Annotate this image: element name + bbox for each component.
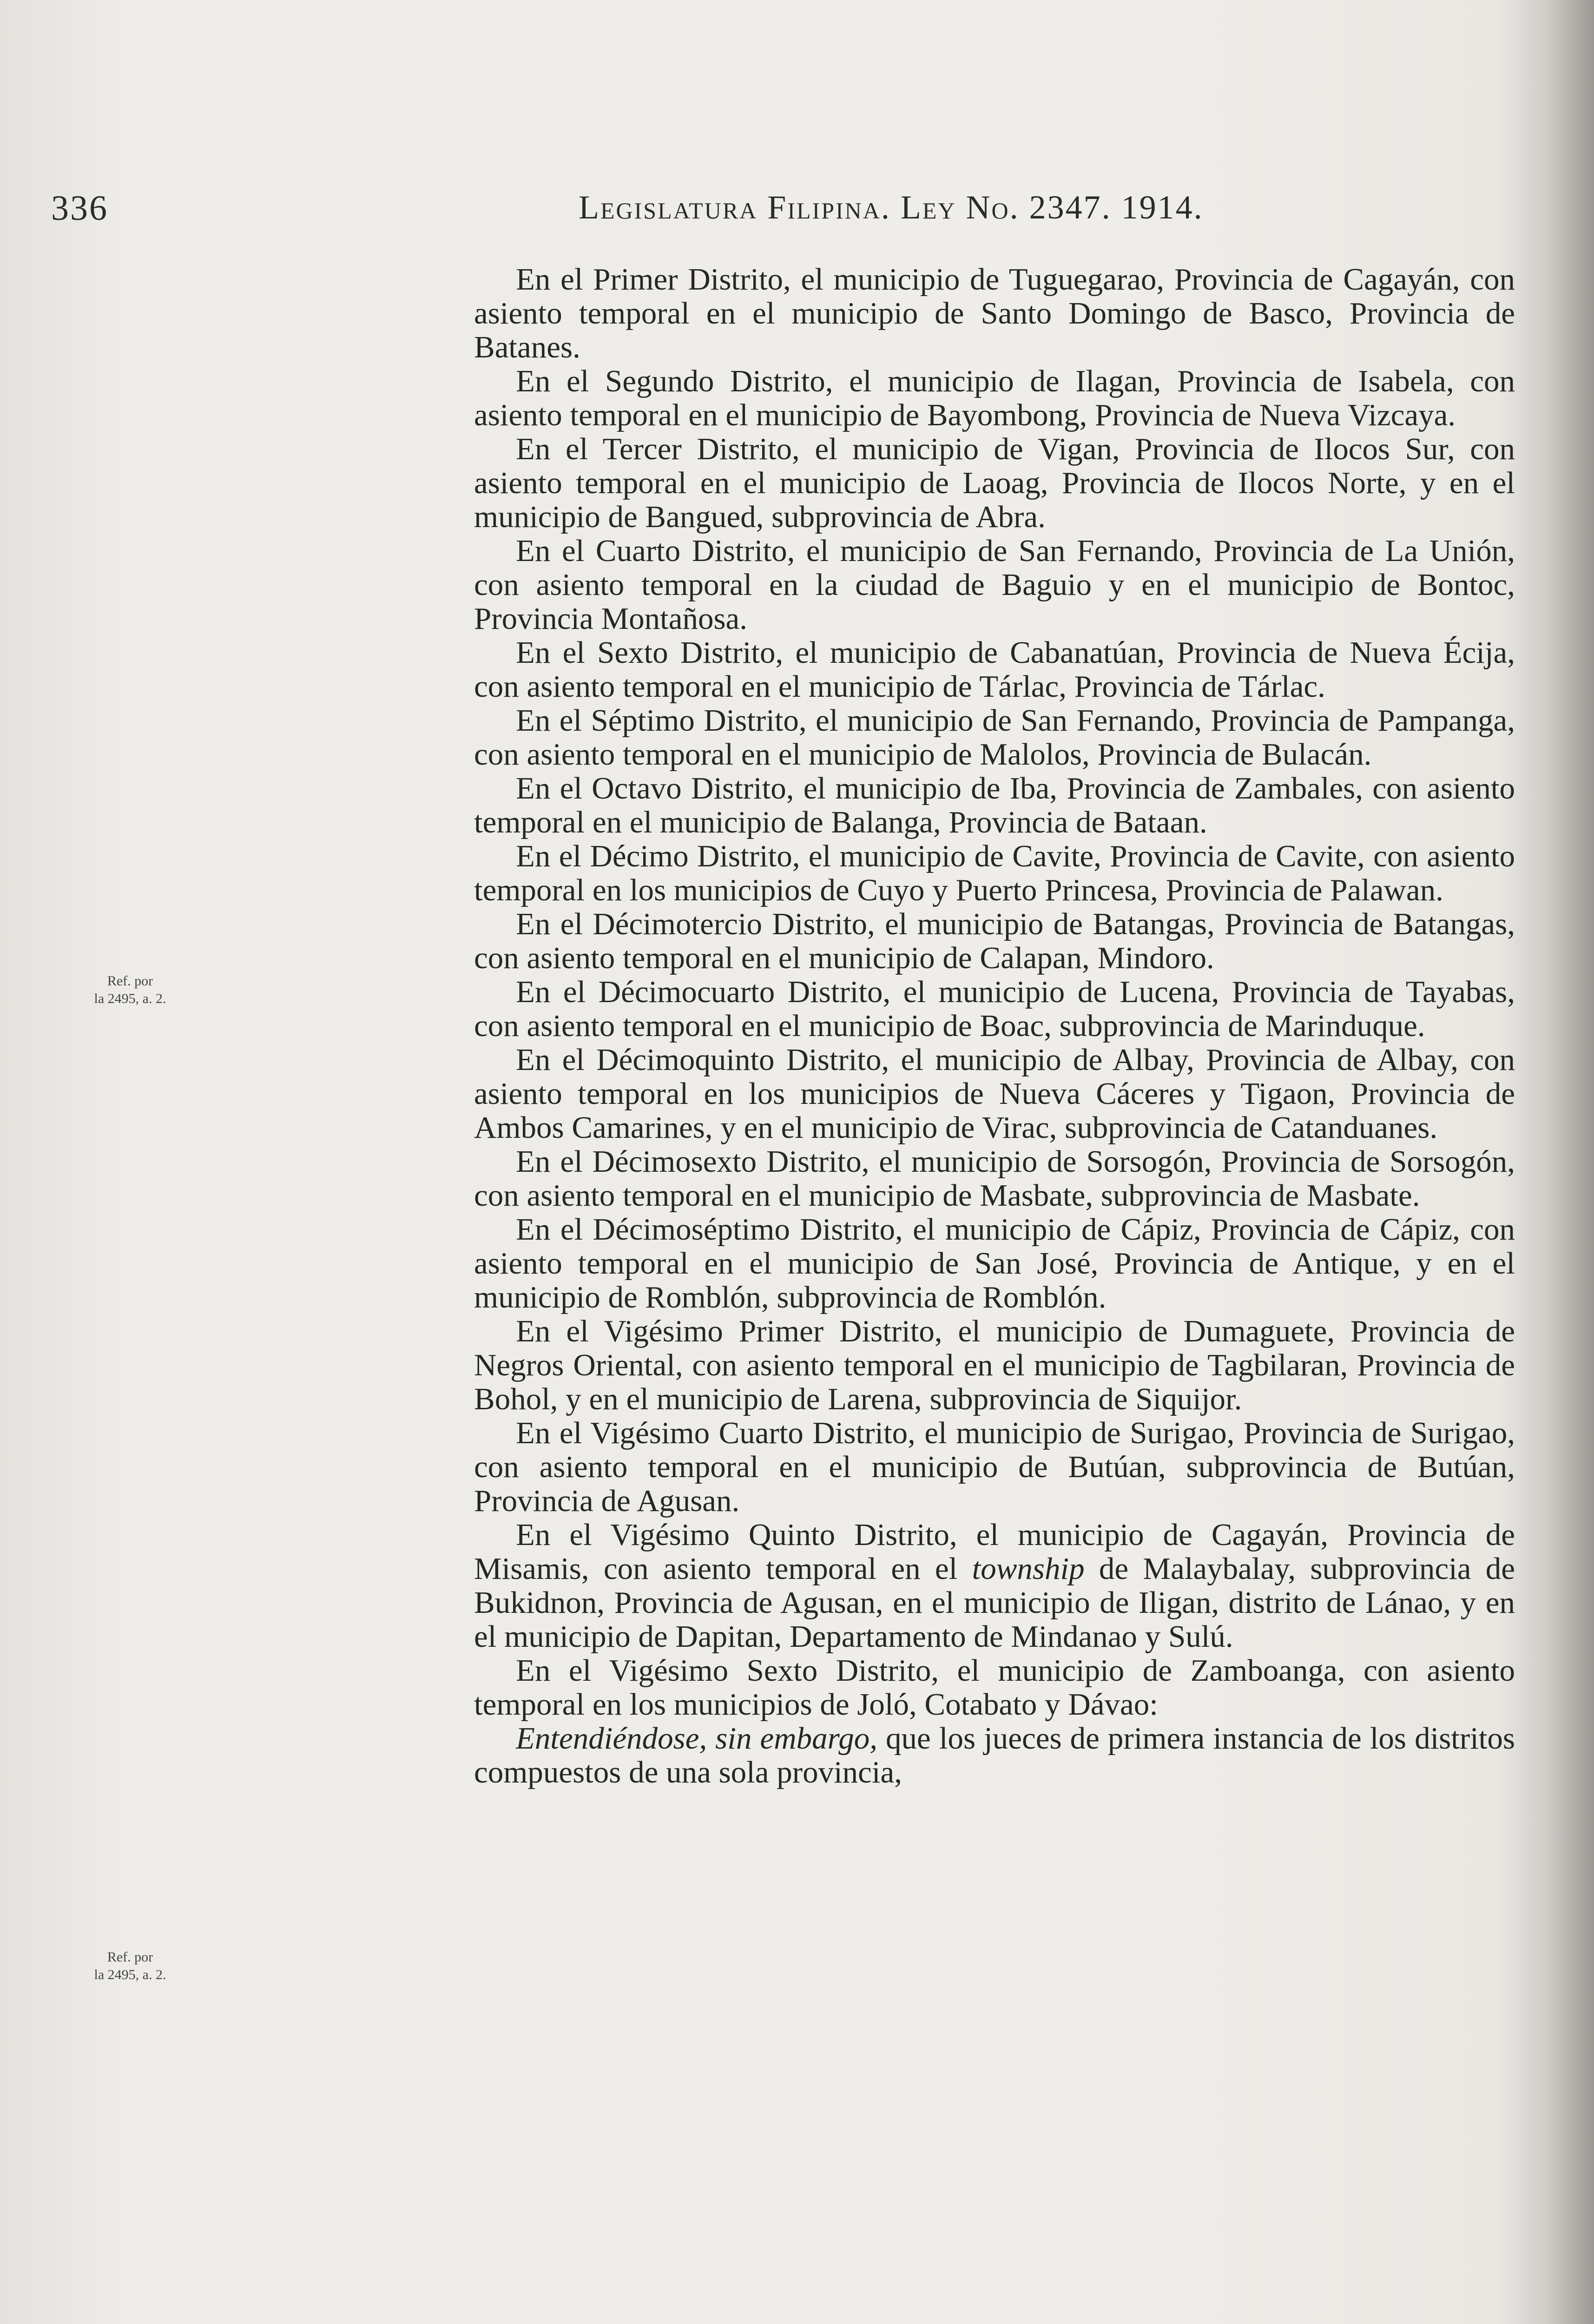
paragraph-district-15: En el Décimoquinto Distrito, el municipio de Albay, Provincia de Albay, con asiento temporal en los municipios de Nueva Cáceres y Tigaon, Provincia de Ambos Camarines, y en el municipio de Virac, subprovincia de Catanduanes. bbox=[474, 1043, 1515, 1145]
paragraph-district-17: En el Décimoséptimo Distrito, el municipio de Cápiz, Provincia de Cápiz, con asiento temporal en el municipio de San José, Provincia de Antique, y en el municipio de Romblón, subprovincia de Romblón. bbox=[474, 1212, 1515, 1314]
header-title: Legislatura Filipina. Ley No. 2347. 1914. bbox=[579, 189, 1204, 226]
margin-note-line: la 2495, a. 2. bbox=[94, 991, 166, 1006]
paragraph-district-3: En el Tercer Distrito, el municipio de Vigan, Provincia de Ilocos Sur, con asiento temporal en el municipio de Laoag, Provincia de Ilocos Norte, y en el municipio de Bangued, subprovincia de Abra. bbox=[474, 432, 1515, 534]
paragraph-text: de Malaybalay, subprovincia de Bukidnon, Provincia de Agusan, en el municipio de Iligan, distrito de Lánao, y en el municipio de Dapitan, Departamento de Mindanao y Sulú. bbox=[474, 1552, 1515, 1654]
paragraph-district-4: En el Cuarto Distrito, el municipio de San Fernando, Provincia de La Unión, con asiento temporal en la ciudad de Baguio y en el municipio de Bontoc, Provincia Montañosa. bbox=[474, 534, 1515, 636]
paragraph-district-14: En el Décimocuarto Distrito, el municipio de Lucena, Provincia de Tayabas, con asiento temporal en el municipio de Boac, subprovincia de Marinduque. bbox=[474, 975, 1515, 1043]
margin-note-line: la 2495, a. 2. bbox=[94, 1967, 166, 1982]
paragraph-proviso bbox=[474, 1722, 1515, 1789]
paragraph-text: que los jueces de primera instancia de los distritos compuestos de una sola provincia, bbox=[474, 1721, 1515, 1789]
running-header bbox=[51, 188, 1515, 239]
paragraph-text: En el Vigésimo Quinto Distrito, el municipio de Cagayán, Provincia de Misamis, con asiento temporal en el bbox=[474, 1518, 1515, 1586]
paragraph-district-13: En el Décimotercio Distrito, el municipio de Batangas, Provincia de Batangas, con asiento temporal en el municipio de Calapan, Mindoro. bbox=[474, 907, 1515, 975]
paragraph-district-6: En el Sexto Distrito, el municipio de Cabanatúan, Provincia de Nueva Écija, con asiento temporal en el municipio de Tárlac, Provincia de Tárlac. bbox=[474, 635, 1515, 704]
paragraph-district-25 bbox=[474, 1518, 1515, 1654]
margin-note bbox=[46, 1948, 214, 1984]
paragraph-district-16: En el Décimosexto Distrito, el municipio de Sorsogón, Provincia de Sorsogón, con asiento temporal en el municipio de Masbate, subprovincia de Masbate. bbox=[474, 1144, 1515, 1213]
paragraph-district-7: En el Séptimo Distrito, el municipio de San Fernando, Provincia de Pampanga, con asiento temporal en el municipio de Malolos, Provincia de Bulacán. bbox=[474, 703, 1515, 772]
paragraph-district-2: En el Segundo Distrito, el municipio de Ilagan, Provincia de Isabela, con asiento temporal en el municipio de Bayombong, Provincia de Nueva Vizcaya. bbox=[474, 364, 1515, 432]
paragraph-district-10: En el Décimo Distrito, el municipio de Cavite, Provincia de Cavite, con asiento temporal en los municipios de Cuyo y Puerto Princesa, Provincia de Palawan. bbox=[474, 839, 1515, 907]
margin-note bbox=[46, 972, 214, 1008]
body-text bbox=[474, 263, 1515, 1789]
paragraph-district-21: En el Vigésimo Primer Distrito, el municipio de Dumaguete, Provincia de Negros Oriental, con asiento temporal en el municipio de Tagbilaran, Provincia de Bohol, y en el municipio de Larena, subprovincia de Siquijor. bbox=[474, 1314, 1515, 1416]
paragraph-district-8: En el Octavo Distrito, el municipio de Iba, Provincia de Zambales, con asiento temporal en el municipio de Balanga, Provincia de Bataan. bbox=[474, 771, 1515, 839]
paragraph-district-1: En el Primer Distrito, el municipio de Tuguegarao, Provincia de Cagayán, con asiento temporal en el municipio de Santo Domingo de Basco, Provincia de Batanes. bbox=[474, 262, 1515, 364]
paragraph-district-26: En el Vigésimo Sexto Distrito, el municipio de Zamboanga, con asiento temporal en los municipios de Joló, Cotabato y Dávao: bbox=[474, 1653, 1515, 1722]
paragraph-district-24: En el Vigésimo Cuarto Distrito, el municipio de Surigao, Provincia de Surigao, con asiento temporal en el municipio de Butúan, subprovincia de Butúan, Provincia de Agusan. bbox=[474, 1416, 1515, 1518]
page-number: 336 bbox=[51, 189, 108, 228]
italic-proviso: Entendiéndose, sin embargo, bbox=[516, 1721, 877, 1756]
italic-term: township bbox=[972, 1552, 1085, 1586]
margin-note-line: Ref. por bbox=[107, 973, 153, 989]
margin-note-line: Ref. por bbox=[107, 1949, 153, 1965]
